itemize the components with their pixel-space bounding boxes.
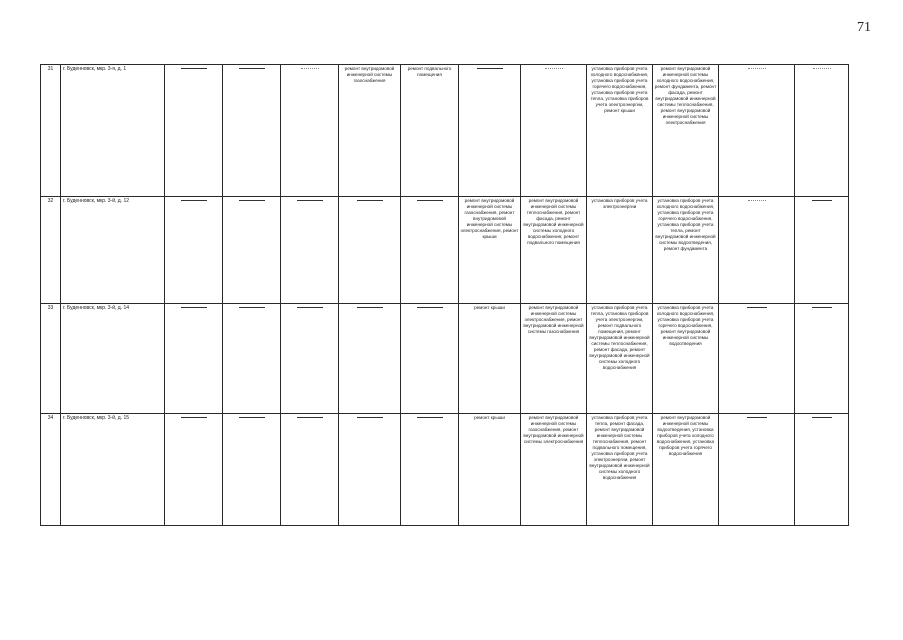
empty-dash (417, 200, 443, 201)
table-row (41, 304, 849, 414)
empty-dash (417, 307, 443, 308)
empty-dash (812, 417, 832, 418)
row-number: 32 (41, 197, 61, 304)
row-number: 33 (41, 304, 61, 414)
work-cell-c10 (587, 65, 653, 197)
work-description: установка приборов учета тепла, ремонт фасада, ремонт внутридомовой инженерной системы теплоснабжения, ремонт подвального помещения, установка приборов учета электроэнергии, ремонт внутридомовой инженерной системы холодного водоснабжения (589, 415, 650, 480)
work-cell-c7 (401, 304, 459, 414)
work-cell-c7 (401, 65, 459, 197)
work-cell-c3 (165, 304, 223, 414)
empty-dash (812, 200, 832, 201)
empty-dash (812, 307, 832, 308)
work-cell-c12 (719, 304, 795, 414)
table-row (41, 197, 849, 304)
work-description: ремонт внутридомовой инженерной системы теплоснабжения, ремонт фасада, ремонт внутридомовой инженерной системы холодного водоснабжения, ремонт подвального помещения (523, 198, 584, 245)
empty-dash (239, 307, 265, 308)
work-cell-c6 (339, 197, 401, 304)
empty-dash (297, 200, 323, 201)
address-cell: г. Буденновск, мкр. 3-й, д. 14 (61, 304, 165, 414)
work-cell-c11 (653, 414, 719, 526)
work-cell-c6 (339, 304, 401, 414)
table-row (41, 414, 849, 526)
work-description: ремонт внутридомовой инженерной системы электроснабжения, ремонт внутридомовой инженерной системы газоснабжения (523, 305, 584, 334)
empty-dash (747, 417, 767, 418)
empty-dash (748, 200, 766, 201)
page-number: 71 (857, 20, 871, 35)
empty-dash (181, 200, 207, 201)
work-cell-c8 (459, 197, 521, 304)
work-description: установка приборов учета тепла, установка приборов учета электроэнергии, ремонт подвального помещения, ремонт внутридомовой инженерной системы теплоснабжения, ремонт фасада, ремонт внутридомовой инженерной системы холодного водоснабжения (589, 305, 650, 370)
empty-dash (357, 417, 383, 418)
work-cell-c9 (521, 304, 587, 414)
work-description: ремонт внутридомовой инженерной системы холодного водоснабжения, ремонт фундамента, ремонт фасада, ремонт внутридомовой инженерной системы теплоснабжения, ремонт внутридомовой инженерной системы электроснабжения (654, 66, 717, 125)
work-description: ремонт внутридомовой инженерной системы газоснабжения, ремонт внутридомовой инженерной системы электроснабжения, ремонт крыши (460, 198, 519, 239)
work-cell-c9 (521, 197, 587, 304)
work-cell-c4 (223, 65, 281, 197)
work-cell-c9 (521, 65, 587, 197)
work-description: ремонт внутридомовой инженерной системы водоотведения, установка приборов учета холодного водоснабжения, установка приборов учета горячего водоснабжения (656, 415, 715, 456)
work-cell-c9 (521, 414, 587, 526)
work-cell-c5 (281, 65, 339, 197)
work-cell-c3 (165, 65, 223, 197)
work-cell-c8 (459, 65, 521, 197)
work-cell-c8 (459, 414, 521, 526)
empty-dash (297, 307, 323, 308)
work-cell-c3 (165, 414, 223, 526)
empty-dash (545, 68, 563, 69)
work-cell-c13 (795, 414, 849, 526)
work-cell-c8 (459, 304, 521, 414)
work-cell-c4 (223, 197, 281, 304)
work-description: ремонт крыши (474, 415, 505, 420)
work-cell-c11 (653, 65, 719, 197)
empty-dash (477, 68, 503, 69)
work-cell-c10 (587, 304, 653, 414)
work-cell-c12 (719, 414, 795, 526)
work-description: установка приборов учета электроэнергии (591, 198, 648, 209)
empty-dash (747, 307, 767, 308)
work-cell-c5 (281, 304, 339, 414)
work-description: ремонт внутридомовой инженерной системы газоснабжения (344, 66, 395, 83)
work-description: ремонт внутридомовой инженерной системы газоснабжения, ремонт внутридомовой инженерной системы электроснабжения (523, 415, 584, 444)
work-description: ремонт подвального помещения (407, 66, 452, 77)
address-cell: г. Буденновск, мкр. 3-я, д. 1 (61, 65, 165, 197)
empty-dash (297, 417, 323, 418)
row-number: 31 (41, 65, 61, 197)
empty-dash (301, 68, 319, 69)
empty-dash (181, 307, 207, 308)
work-cell-c4 (223, 414, 281, 526)
work-cell-c5 (281, 414, 339, 526)
empty-dash (239, 200, 265, 201)
table-body (41, 65, 849, 526)
work-cell-c11 (653, 304, 719, 414)
work-cell-c13 (795, 304, 849, 414)
work-cell-c12 (719, 197, 795, 304)
empty-dash (239, 68, 265, 69)
work-cell-c6 (339, 65, 401, 197)
empty-dash (181, 417, 207, 418)
work-description: установка приборов учета холодного водоснабжения, установка приборов учета горячего водоснабжения, установка приборов учета тепла, установка приборов учета электроэнергии, ремонт крыши (590, 66, 649, 113)
work-cell-c6 (339, 414, 401, 526)
work-cell-c13 (795, 197, 849, 304)
work-cell-c7 (401, 414, 459, 526)
work-cell-c12 (719, 65, 795, 197)
work-cell-c11 (653, 197, 719, 304)
work-cell-c13 (795, 65, 849, 197)
work-cell-c3 (165, 197, 223, 304)
address-cell: г. Буденновск, мкр. 3-й, д. 15 (61, 414, 165, 526)
empty-dash (181, 68, 207, 69)
address-cell: г. Буденновск, мкр. 3-й, д. 12 (61, 197, 165, 304)
work-cell-c10 (587, 414, 653, 526)
empty-dash (813, 68, 831, 69)
work-cell-c10 (587, 197, 653, 304)
work-cell-c4 (223, 304, 281, 414)
empty-dash (357, 307, 383, 308)
empty-dash (748, 68, 766, 69)
empty-dash (239, 417, 265, 418)
work-description: установка приборов учета холодного водоснабжения, установка приборов учета горячего водоснабжения, ремонт внутридомовой инженерной системы водоотведения (656, 305, 715, 346)
empty-dash (357, 200, 383, 201)
row-number: 34 (41, 414, 61, 526)
work-description: установка приборов учета холодного водоснабжения, установка приборов учета горячего водоснабжения, установка приборов учета тепла, ремонт внутридомовой инженерной системы водоотведения, ремонт фундамента (655, 198, 716, 251)
work-cell-c5 (281, 197, 339, 304)
table-row (41, 65, 849, 197)
work-cell-c7 (401, 197, 459, 304)
repair-schedule-table (40, 64, 849, 526)
empty-dash (417, 417, 443, 418)
work-description: ремонт крыши (474, 305, 505, 310)
